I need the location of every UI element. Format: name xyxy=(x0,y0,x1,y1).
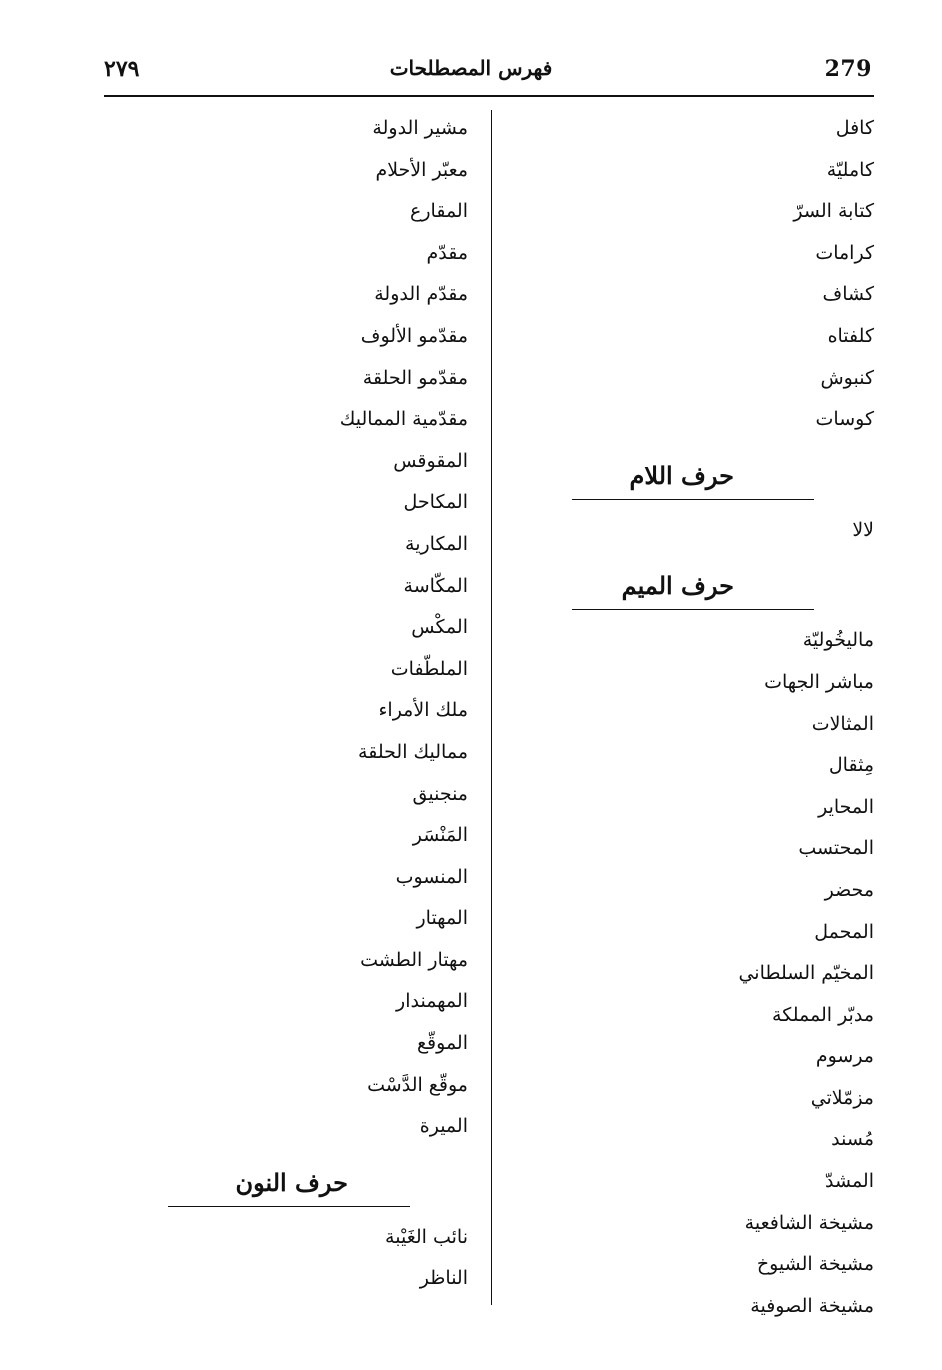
section-rule xyxy=(572,499,814,500)
index-entry: مرسوم xyxy=(815,1045,874,1068)
index-entry: الناظر xyxy=(419,1267,468,1290)
index-entry: المكّاسة xyxy=(403,574,468,597)
index-entry: المقارع xyxy=(410,200,468,223)
index-entry: محضر xyxy=(824,878,874,901)
index-entry: كوسات xyxy=(815,408,874,431)
index-entry: مشيخة الصوفية xyxy=(750,1294,874,1317)
index-entry: لالا xyxy=(852,518,874,541)
entry-list-kaf xyxy=(574,108,874,441)
index-entry: منجنيق xyxy=(412,782,468,805)
index-entry: مشيخة الشافعية xyxy=(744,1211,874,1234)
running-title: فهرس المصطلحات xyxy=(389,56,553,80)
page-number-latin: 279 xyxy=(824,56,872,82)
page-number-arabic: ٢٧٩ xyxy=(104,56,140,82)
index-entry: المثالات xyxy=(811,712,874,735)
index-entry: مُسند xyxy=(831,1128,874,1151)
index-entry: ملك الأمراء xyxy=(378,699,468,722)
index-entry: كلفتاه xyxy=(827,324,874,347)
section-heading-mim: حرف الميم xyxy=(621,571,734,601)
index-entry: المقوقس xyxy=(393,449,468,472)
index-entry: المهتار xyxy=(416,907,468,930)
right-column xyxy=(574,108,874,1327)
section-mim xyxy=(574,563,874,1327)
index-entry: المنسوب xyxy=(395,865,468,888)
index-entry: ماليخُوليّة xyxy=(802,629,874,652)
index-entry: كشاف xyxy=(822,283,874,306)
index-entry: مماليك الحلقة xyxy=(358,740,468,763)
index-entry: المشدّ xyxy=(825,1170,874,1193)
index-entry: المَنْسَر xyxy=(412,824,468,847)
index-entry: مشير الدولة xyxy=(372,117,468,139)
index-entry: مشيخة الشيوخ xyxy=(756,1253,874,1276)
index-entry: معبّر الأحلام xyxy=(375,158,468,181)
index-entry: نائب الغَيْبة xyxy=(385,1225,468,1248)
index-entry: مقدّمية المماليك xyxy=(339,408,468,431)
section-nun xyxy=(148,1160,468,1300)
index-entry: مقدّم xyxy=(426,241,468,264)
index-entry: المكْس xyxy=(411,616,468,639)
index-entry: كرامات xyxy=(815,241,874,264)
index-entry: مدبّر المملكة xyxy=(772,1003,874,1026)
index-entry: مقدّم الدولة xyxy=(374,283,468,306)
index-entry: الميرة xyxy=(419,1115,468,1138)
index-entry: مهتار الطشت xyxy=(360,948,468,971)
left-column xyxy=(148,108,468,1300)
index-entry: موقّع الدَّسْت xyxy=(367,1073,468,1096)
index-entry: المهمندار xyxy=(396,990,468,1013)
index-entry: كامليّة xyxy=(826,158,874,181)
index-entry: كتابة السرّ xyxy=(793,200,874,223)
index-entry: كافل xyxy=(835,117,874,139)
index-entry: المحتسب xyxy=(798,837,874,860)
index-entry: كنبوش xyxy=(820,366,874,389)
index-entry: المخيّم السلطاني xyxy=(738,962,874,985)
index-entry: مقدّمو الحلقة xyxy=(362,366,468,389)
section-heading-nun: حرف النون xyxy=(235,1167,348,1197)
index-entry: مباشر الجهات xyxy=(764,670,874,693)
index-entry: مزمّلاتي xyxy=(810,1086,874,1109)
section-heading-lam: حرف اللام xyxy=(629,460,734,490)
section-rule xyxy=(572,609,814,610)
entry-list-mim-continued xyxy=(148,108,468,1148)
index-entry: المكارية xyxy=(405,532,468,555)
column-divider xyxy=(491,110,492,1305)
index-entry: الموقّع xyxy=(416,1032,468,1055)
index-entry: مِثقال xyxy=(828,754,874,777)
index-entry: المحمل xyxy=(814,920,874,943)
header-rule xyxy=(104,95,874,97)
index-entry: الملطّفات xyxy=(390,657,468,680)
index-entry: المحاير xyxy=(818,795,874,818)
section-rule xyxy=(168,1206,410,1207)
section-lam xyxy=(574,453,874,552)
index-entry: المكاحل xyxy=(403,491,468,514)
index-entry: مقدّمو الألوف xyxy=(360,324,468,347)
